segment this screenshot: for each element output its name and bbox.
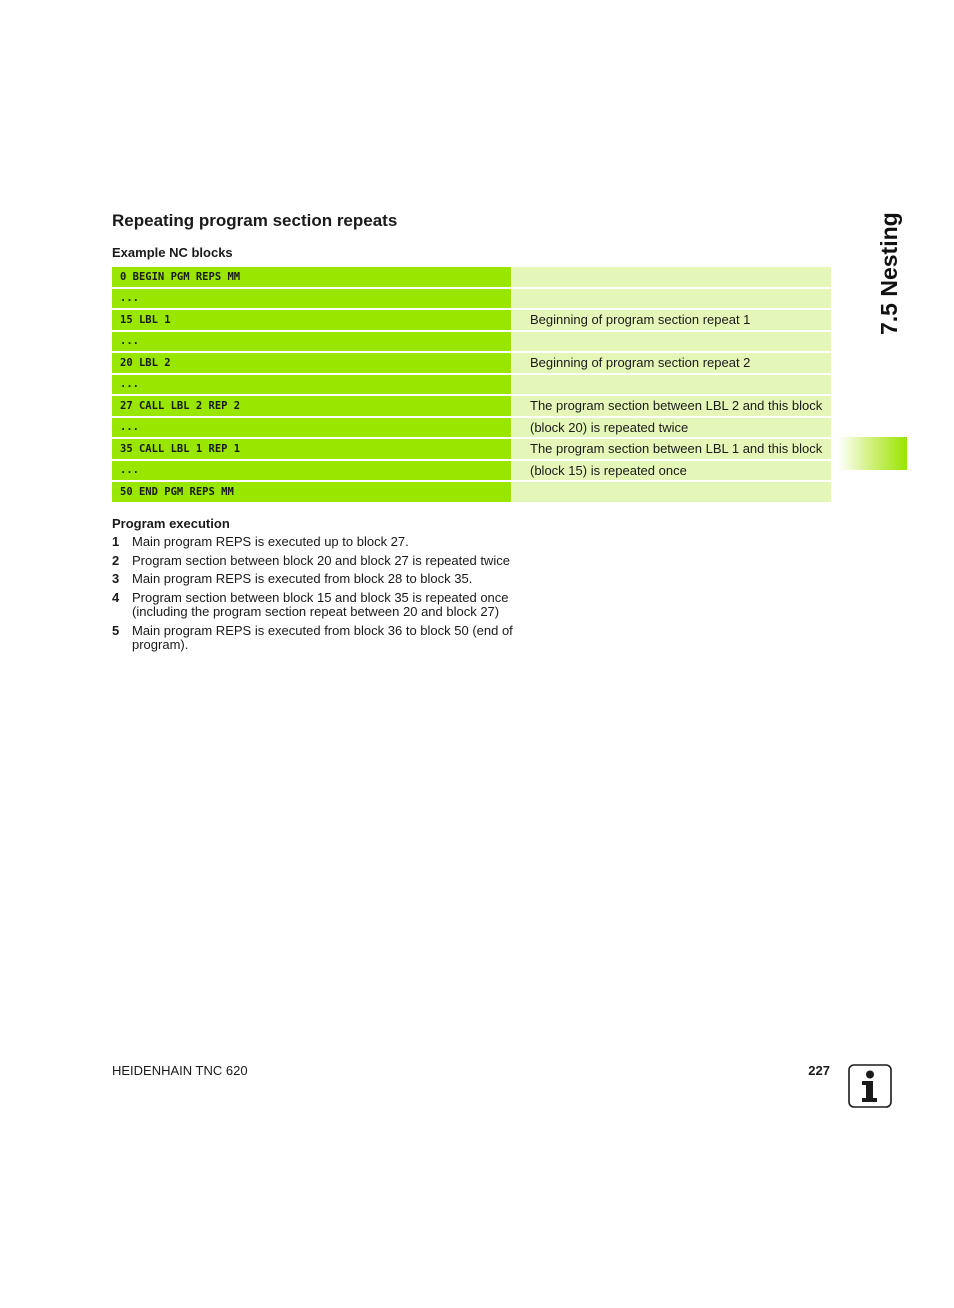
chapter-side-title <box>840 212 902 335</box>
nc-code: 35 CALL LBL 1 REP 1 <box>112 439 511 459</box>
nc-code: ... <box>112 375 511 395</box>
nc-description <box>512 375 831 395</box>
table-row <box>112 461 831 481</box>
execution-steps-list <box>112 535 532 657</box>
nc-description: (block 15) is repeated once <box>512 461 831 481</box>
execution-label: Program execution <box>112 516 230 531</box>
section-title: Repeating program section repeats <box>112 211 398 230</box>
nc-code: ... <box>112 418 511 438</box>
step-text: Program section between block 20 and block 27 is repeated twice <box>132 552 510 568</box>
list-item <box>112 624 532 653</box>
step-number: 2 <box>112 552 120 568</box>
step-text: Main program REPS is executed from block 28 to block 35. <box>132 571 473 586</box>
step-number: 5 <box>112 622 120 638</box>
step-number: 3 <box>112 571 120 586</box>
nc-description: Beginning of program section repeat 1 <box>512 310 831 330</box>
chapter-tab-marker <box>838 437 907 470</box>
table-row <box>112 332 831 352</box>
table-row <box>112 439 831 459</box>
nc-description: The program section between LBL 1 and this block <box>512 439 831 459</box>
step-text: Program section between block 15 and block 35 is repeated once (including the program section repeat between 20 and block 27) <box>132 589 509 619</box>
nc-description <box>512 482 831 502</box>
table-row <box>112 267 831 287</box>
nc-code: 20 LBL 2 <box>112 353 511 373</box>
table-row <box>112 375 831 395</box>
table-row <box>112 418 831 438</box>
nc-code: ... <box>112 332 511 352</box>
nc-code: 27 CALL LBL 2 REP 2 <box>112 396 511 416</box>
step-text: Main program REPS is executed up to block 27. <box>132 534 409 549</box>
step-number: 1 <box>112 534 120 549</box>
table-row <box>112 289 831 309</box>
nc-description <box>512 267 831 287</box>
table-row <box>112 310 831 330</box>
chapter-title-text: 7.5 Nesting <box>876 212 902 335</box>
nc-code: ... <box>112 461 511 481</box>
nc-description: (block 20) is repeated twice <box>512 418 831 438</box>
nc-description: The program section between LBL 2 and this block <box>512 396 831 416</box>
step-text: Main program REPS is executed from block 36 to block 50 (end of program). <box>132 622 513 652</box>
list-item <box>112 591 532 620</box>
table-row <box>112 353 831 373</box>
example-label: Example NC blocks <box>112 245 233 260</box>
page-number: 227 <box>808 1063 830 1078</box>
nc-description <box>512 289 831 309</box>
table-row <box>112 396 831 416</box>
list-item <box>112 572 532 587</box>
step-number: 4 <box>112 589 120 605</box>
nc-blocks-table <box>112 267 831 504</box>
footer-product: HEIDENHAIN TNC 620 <box>112 1063 248 1078</box>
table-row <box>112 482 831 502</box>
nc-code: 15 LBL 1 <box>112 310 511 330</box>
list-item <box>112 554 532 569</box>
nc-code: ... <box>112 289 511 309</box>
nc-code: 50 END PGM REPS MM <box>112 482 511 502</box>
nc-description: Beginning of program section repeat 2 <box>512 353 831 373</box>
info-icon <box>848 1064 892 1108</box>
nc-description <box>512 332 831 352</box>
list-item <box>112 535 532 550</box>
nc-code: 0 BEGIN PGM REPS MM <box>112 267 511 287</box>
